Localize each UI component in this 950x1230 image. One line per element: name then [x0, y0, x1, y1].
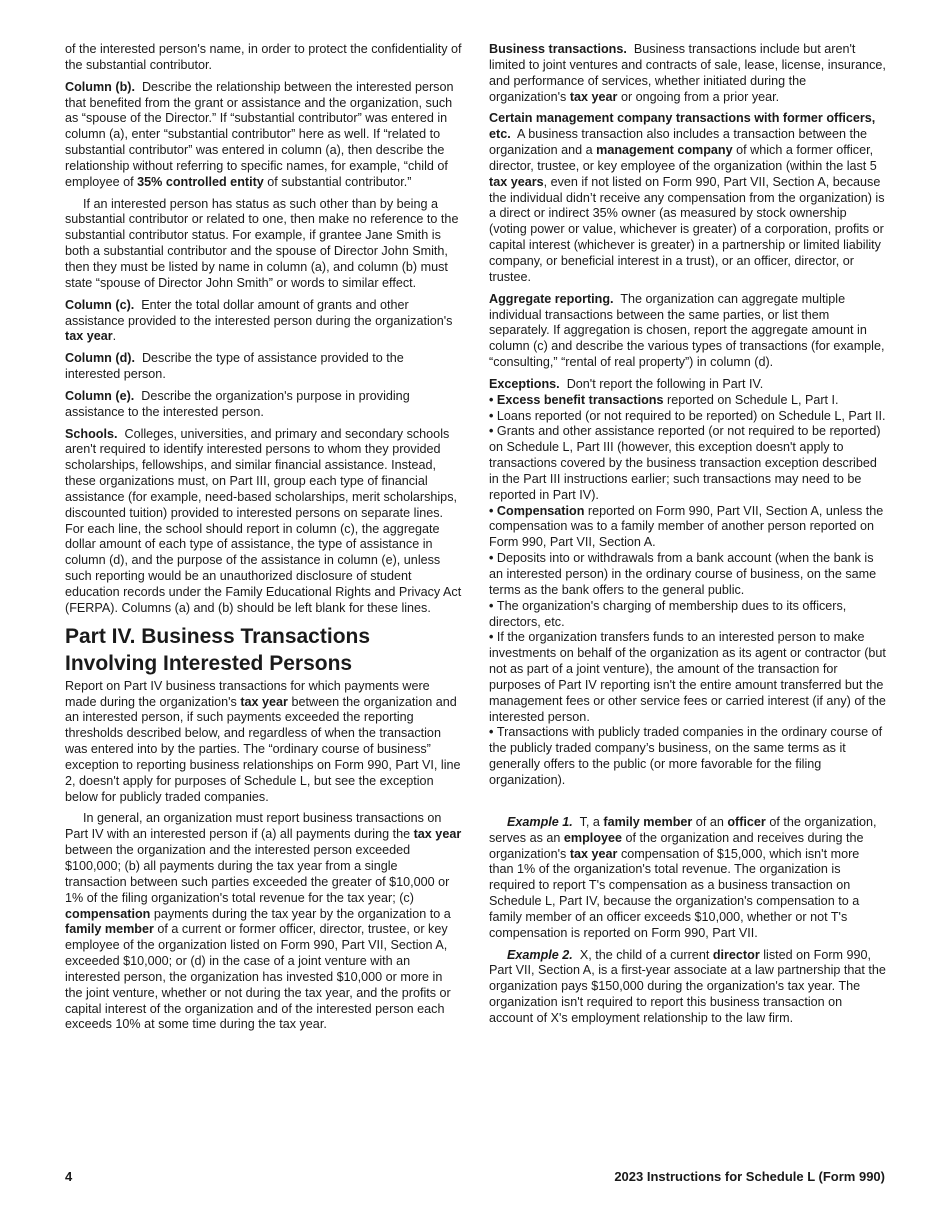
paragraph-schools: Schools. Colleges, universities, and primary and secondary schools aren't required to identify interested persons to whom they provided scholarships, fellowships, and similar financial assistance. Instead, these organizations must, on Part III, group each type of financial assistance (for example, need-based scholarships, merit scholarships, discounted tuition) provided to interested persons on separate lines. For each line, the school should report in column (c), the aggregate dollar amount of each type of assistance, the type of assistance in column (d), and the purpose of the assistance in column (e), unless such reporting would be an unauthorized disclosure of student education records under the Family Educational Rights and Privacy Act (FERPA). Columns (a) and (b) should be left blank for these lines. [65, 426, 462, 615]
list-item: • The organization's charging of membership dues to its officers, directors, etc. [489, 599, 886, 631]
term-compensation[interactable]: compensation [65, 906, 151, 921]
heading-business-transactions: Business transactions. [489, 42, 627, 56]
document-title-footer: 2023 Instructions for Schedule L (Form 990) [614, 1169, 885, 1184]
heading-schools: Schools. [65, 426, 118, 441]
label-example-1: Example 1. [507, 814, 573, 829]
term-tax-years[interactable]: tax years [489, 174, 544, 189]
paragraph-part-iv-intro: Report on Part IV business transactions for which payments were made during the organization's tax year between the organization and an interested person, if such payments exceeded the reporting thresholds described below, and regardless of when the transaction was entered into by the parties. The “ordinary course of business” exception to reporting business relationships on Form 990, Part VI, line 2, doesn't apply for purposes of Schedule L, but see the exception below for publicly traded companies. [65, 678, 461, 804]
paragraph-management-company: Certain management company transactions with former officers, etc. A business transaction also includes a transaction between the organization and a management company of which a former officer, director, trustee, or key employee of the organization (within the last 5 tax years, even if not listed on Form 990, Part VII, Section A, because the individual didn’t receive any compensation from the organization) is a direct or indirect 35% owner (as measured by stock ownership (voting power or value, whichever is greater) of a corporation, profits or capital interest (whichever is greater) in a partnership or limited liability company, or beneficial interest in a trust), or an officer, director, or trustee. [489, 111, 885, 284]
list-item: • Compensation reported on Form 990, Part VII, Section A, unless the compensation was to a family member of another person reported on Form 990, Part VII, Section A. [489, 504, 886, 552]
list-item: • If the organization transfers funds to an interested person to make investments on behalf of the organization as its agent or contractor (but not as part of a joint venture), the amount of the transaction for purposes of Part IV reporting isn't the entire amount transferred but the management fees or other service fees or carried interest (if any) of the interested person. [489, 630, 886, 725]
exceptions-list [489, 393, 886, 789]
term-excess-benefit-transactions[interactable]: Excess benefit transactions [496, 392, 664, 407]
right-column [489, 42, 886, 1033]
term-tax-year[interactable]: tax year [65, 329, 113, 344]
paragraph-in-general: In general, an organization must report business transactions on Part IV with an interested person if (a) all payments during the tax year between the organization and the interested person exceeded $100,000; (b) all payments during the tax year from a single transaction between such parties exceeded the greater of $10,000 or 1% of the filing organization's total revenue for the tax year; (c) compensation payments during the tax year by the organization to a family member of a current or former officer, director, trustee, or key employee of the organization listed on Form 990, Part VII, Section A, exceeded $10,000; or (d) in the case of a joint venture with an interested person, the organization has invested $10,000 or more in the joint venture, whether or not during the tax year, and the profits or capital interest of the organization and of the interested person each exceeds 10% at some time during the tax year. [65, 811, 462, 1032]
list-item: • Excess benefit transactions reported on Schedule L, Part I. [489, 393, 886, 409]
heading-column-b: Column (b). [65, 79, 135, 94]
heading-column-c: Column (c). [65, 297, 135, 312]
paragraph-column-b: Column (b). Describe the relationship between the interested person that benefited from the grant or assistance and the organization, such as “spouse of the Director.” If “substantial contributor” was entered in column (a), enter “substantial contributor” here as well. If “related to substantial contributor” was entered in column (a), then describe the relationship without referring to specific names, for example, “child of employee of 35% controlled entity of substantial contributor.” [65, 79, 454, 189]
page-number: 4 [65, 1169, 73, 1184]
paragraph-example-2: Example 2. X, the child of a current director listed on Form 990, Part VII, Section A, is a first-year associate at a law partnership that the organization pays $150,000 during the organization's tax year. The organization isn't required to report this business transaction on account of X's employment relationship to the law firm. [489, 947, 886, 1025]
list-item: • Loans reported (or not required to be reported) on Schedule L, Part II. [489, 409, 886, 425]
term-officer[interactable]: officer [727, 814, 766, 829]
label-example-2: Example 2. [507, 947, 573, 962]
paragraph-confidentiality: of the interested person's name, in order to protect the confidentiality of the substantial contributor. [65, 42, 462, 72]
list-item: • Grants and other assistance reported (or not required to be reported) on Schedule L, Part III (however, this exception doesn't apply to transactions covered by the business transaction exception described in the Part III instructions earlier; such transactions may need to be reported in Part IV). [489, 424, 886, 503]
list-item: • Transactions with publicly traded companies in the ordinary course of the publicly traded company’s business, on the same terms as it generally offers to the public (or more favorable for the filing organization). [489, 725, 886, 788]
term-family-member[interactable]: family member [65, 922, 154, 937]
left-column [65, 42, 462, 1039]
term-family-member[interactable]: family member [603, 814, 693, 829]
term-compensation[interactable]: Compensation [496, 503, 585, 518]
term-tax-year[interactable]: tax year [240, 694, 288, 709]
section-title-part-iv: Part IV. Business Transactions Involving Interested Persons [65, 624, 371, 675]
paragraph-column-d: Column (d). Describe the type of assistance provided to the interested person. [65, 351, 404, 382]
paragraph-example-1: Example 1. T, a family member of an officer of the organization, serves as an employee of the organization and receives during the organization's tax year compensation of $15,000, which isn't more than 1% of the organization's total revenue. The organization is required to report T's compensation as a business transaction on Schedule L, Part IV, because the organization's compensation to a family member of an officer exceeds $10,000, whether or not T's compensation is reported on Form 990, Part VII. [489, 814, 877, 940]
term-director[interactable]: director [712, 947, 760, 962]
paragraph-column-c: Column (c). Enter the total dollar amount of grants and other assistance provided to the interested person during the organization's tax year. [65, 297, 453, 344]
term-tax-year[interactable]: tax year [569, 89, 618, 104]
term-management-company[interactable]: management company [596, 143, 733, 158]
paragraph-interested-status: If an interested person has status as such other than by being a substantial contributor or related to one, then make no reference to the substantial contributor status. For example, if grantee Jane Smith is both a substantial contributor and the spouse of Director John Smith, then they must be listed by name in column (a), and column (b) must state “spouse of Director John Smith” or words to similar effect. [65, 196, 459, 290]
paragraph-exceptions: Exceptions. Don't report the following in Part IV. [489, 376, 764, 391]
spacer [489, 789, 886, 815]
term-tax-year[interactable]: tax year [413, 827, 462, 842]
heading-exceptions: Exceptions. [489, 376, 560, 391]
term-35-controlled-entity[interactable]: 35% controlled entity [137, 174, 264, 189]
paragraph-column-e: Column (e). Describe the organization's purpose in providing assistance to the interested person. [65, 388, 410, 419]
heading-column-d: Column (d). [65, 351, 135, 366]
heading-column-e: Column (e). [65, 388, 135, 403]
heading-aggregate-reporting: Aggregate reporting. [489, 291, 614, 306]
heading-management-company: Certain management company transactions with former officers, etc. [489, 111, 876, 142]
paragraph-business-transactions: Business transactions. Business transactions include but aren't limited to joint ventures and contracts of sale, lease, license, insurance, and performance of services, whether initiated during the organization's tax year or ongoing from a prior year. [489, 42, 886, 104]
term-tax-year[interactable]: tax year [569, 846, 618, 861]
list-item: • Deposits into or withdrawals from a bank account (when the bank is an interested person) in the ordinary course of business, on the same terms as the bank offers to the general public. [489, 551, 886, 599]
term-employee[interactable]: employee [563, 830, 623, 845]
paragraph-aggregate-reporting: Aggregate reporting. The organization can aggregate multiple individual transactions between the same parties, or list them separately. If aggregation is chosen, report the aggregate amount in column (c) and describe the various types of transactions (for example, “consulting,” “rental of real property”) in column (d). [489, 291, 885, 370]
